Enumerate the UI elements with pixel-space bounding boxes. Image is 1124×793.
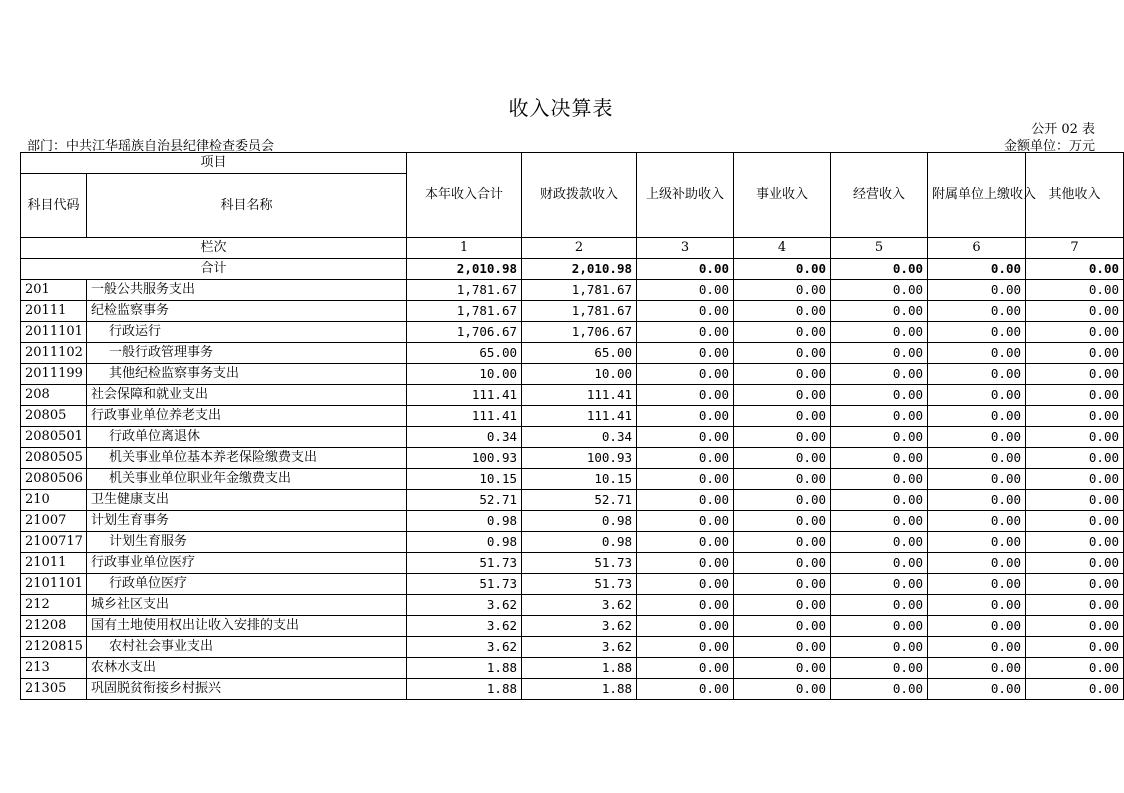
row-name: 农林水支出 [87, 658, 407, 679]
row-value: 51.73 [522, 553, 637, 574]
row-value: 0.00 [637, 574, 734, 595]
row-value: 65.00 [522, 343, 637, 364]
row-value: 10.00 [407, 364, 522, 385]
total-value: 0.00 [734, 259, 831, 280]
row-value: 0.00 [637, 595, 734, 616]
row-value: 0.00 [637, 490, 734, 511]
row-value: 0.00 [928, 406, 1026, 427]
column-number: 7 [1026, 238, 1124, 259]
table-row [21, 343, 1124, 364]
row-value: 52.71 [522, 490, 637, 511]
row-code: 21011 [21, 553, 87, 574]
row-value: 0.00 [734, 385, 831, 406]
row-value: 0.00 [831, 511, 928, 532]
row-code: 2100717 [21, 532, 87, 553]
row-value: 1,781.67 [522, 280, 637, 301]
row-value: 0.00 [637, 301, 734, 322]
row-code: 2080501 [21, 427, 87, 448]
income-table [20, 152, 1124, 700]
row-value: 51.73 [407, 574, 522, 595]
table-row [21, 679, 1124, 700]
total-row [21, 259, 1124, 280]
row-value: 1.88 [407, 679, 522, 700]
row-code: 21208 [21, 616, 87, 637]
row-value: 3.62 [522, 616, 637, 637]
row-value: 0.00 [1026, 364, 1124, 385]
row-value: 0.00 [637, 448, 734, 469]
row-value: 0.00 [637, 469, 734, 490]
row-value: 100.93 [407, 448, 522, 469]
row-code: 2011101 [21, 322, 87, 343]
header-lanci: 栏次 [21, 238, 407, 259]
row-value: 0.00 [928, 511, 1026, 532]
row-value: 0.00 [928, 343, 1026, 364]
column-number: 2 [522, 238, 637, 259]
row-code: 2080505 [21, 448, 87, 469]
header-col7: 其他收入 [1026, 153, 1124, 238]
row-value: 0.00 [1026, 595, 1124, 616]
column-number: 6 [928, 238, 1026, 259]
row-value: 111.41 [407, 406, 522, 427]
row-code: 2011102 [21, 343, 87, 364]
row-name: 行政单位离退休 [87, 427, 407, 448]
row-value: 0.00 [831, 679, 928, 700]
table-row [21, 280, 1124, 301]
row-value: 10.15 [522, 469, 637, 490]
total-value: 0.00 [1026, 259, 1124, 280]
row-code: 2120815 [21, 637, 87, 658]
row-code: 212 [21, 595, 87, 616]
row-value: 0.00 [637, 406, 734, 427]
table-row [21, 658, 1124, 679]
row-name: 计划生育服务 [87, 532, 407, 553]
row-value: 1,781.67 [407, 301, 522, 322]
header-col4: 事业收入 [734, 153, 831, 238]
row-code: 2080506 [21, 469, 87, 490]
row-value: 0.00 [637, 343, 734, 364]
row-value: 0.00 [831, 280, 928, 301]
row-value: 0.00 [928, 532, 1026, 553]
row-value: 0.00 [637, 385, 734, 406]
table-row [21, 364, 1124, 385]
row-value: 0.00 [928, 658, 1026, 679]
row-code: 2011199 [21, 364, 87, 385]
row-value: 0.00 [637, 637, 734, 658]
column-number: 5 [831, 238, 928, 259]
table-row [21, 532, 1124, 553]
row-value: 0.00 [928, 364, 1026, 385]
row-value: 0.00 [734, 616, 831, 637]
row-name: 农村社会事业支出 [87, 637, 407, 658]
row-value: 111.41 [522, 385, 637, 406]
row-value: 52.71 [407, 490, 522, 511]
row-value: 0.00 [1026, 280, 1124, 301]
row-value: 0.00 [831, 364, 928, 385]
total-label: 合计 [21, 259, 407, 280]
row-value: 111.41 [407, 385, 522, 406]
row-value: 10.00 [522, 364, 637, 385]
row-value: 0.00 [1026, 511, 1124, 532]
row-value: 3.62 [407, 616, 522, 637]
row-value: 0.00 [831, 406, 928, 427]
row-name: 机关事业单位职业年金缴费支出 [87, 469, 407, 490]
table-row [21, 427, 1124, 448]
table-row [21, 595, 1124, 616]
row-value: 0.00 [1026, 490, 1124, 511]
row-value: 0.00 [928, 448, 1026, 469]
row-value: 0.00 [637, 616, 734, 637]
row-value: 0.00 [637, 553, 734, 574]
column-number: 4 [734, 238, 831, 259]
row-value: 0.00 [1026, 553, 1124, 574]
row-value: 0.00 [928, 280, 1026, 301]
row-value: 0.00 [1026, 427, 1124, 448]
row-value: 0.00 [734, 301, 831, 322]
row-value: 3.62 [407, 637, 522, 658]
row-value: 0.00 [734, 427, 831, 448]
row-value: 0.00 [1026, 343, 1124, 364]
form-number: 公开 02 表 [1031, 122, 1095, 137]
department-label: 部门：中共江华瑶族自治县纪律检查委员会 [27, 139, 275, 154]
row-value: 0.00 [1026, 448, 1124, 469]
row-value: 0.00 [734, 490, 831, 511]
row-value: 0.00 [1026, 532, 1124, 553]
row-value: 0.00 [637, 280, 734, 301]
row-code: 208 [21, 385, 87, 406]
row-value: 51.73 [407, 553, 522, 574]
row-value: 0.00 [831, 490, 928, 511]
row-value: 0.00 [734, 553, 831, 574]
row-value: 0.00 [831, 595, 928, 616]
amount-unit-label: 金额单位：万元 [1003, 139, 1095, 154]
header-col5: 经营收入 [831, 153, 928, 238]
row-value: 0.98 [407, 511, 522, 532]
row-value: 0.00 [831, 427, 928, 448]
row-value: 1,781.67 [522, 301, 637, 322]
row-value: 0.00 [1026, 679, 1124, 700]
row-code: 21305 [21, 679, 87, 700]
header-col3: 上级补助收入 [637, 153, 734, 238]
row-name: 行政运行 [87, 322, 407, 343]
row-value: 0.00 [831, 448, 928, 469]
row-value: 0.00 [734, 406, 831, 427]
row-value: 1.88 [522, 658, 637, 679]
row-value: 0.00 [928, 322, 1026, 343]
column-number: 1 [407, 238, 522, 259]
row-value: 0.00 [928, 616, 1026, 637]
row-name: 纪检监察事务 [87, 301, 407, 322]
row-value: 0.00 [831, 469, 928, 490]
total-value: 0.00 [928, 259, 1026, 280]
table-row [21, 616, 1124, 637]
row-name: 社会保障和就业支出 [87, 385, 407, 406]
row-value: 0.00 [734, 637, 831, 658]
row-code: 21007 [21, 511, 87, 532]
row-name: 卫生健康支出 [87, 490, 407, 511]
row-value: 0.00 [637, 511, 734, 532]
header-col6: 附属单位上缴收入 [928, 153, 1026, 238]
table-row [21, 574, 1124, 595]
row-value: 3.62 [522, 637, 637, 658]
column-number: 3 [637, 238, 734, 259]
row-value: 1.88 [407, 658, 522, 679]
table-row [21, 406, 1124, 427]
table-row [21, 448, 1124, 469]
row-value: 0.00 [928, 574, 1026, 595]
header-code: 科目代码 [21, 174, 87, 238]
row-value: 0.98 [407, 532, 522, 553]
row-value: 0.00 [928, 553, 1026, 574]
header-col2: 财政拨款收入 [522, 153, 637, 238]
row-value: 0.00 [928, 427, 1026, 448]
row-value: 0.00 [831, 637, 928, 658]
header-col1: 本年收入合计 [407, 153, 522, 238]
row-value: 0.00 [1026, 658, 1124, 679]
row-code: 20805 [21, 406, 87, 427]
row-value: 0.00 [734, 532, 831, 553]
row-code: 213 [21, 658, 87, 679]
header-name: 科目名称 [87, 174, 407, 238]
row-value: 0.00 [831, 385, 928, 406]
table-row [21, 469, 1124, 490]
row-value: 0.00 [637, 322, 734, 343]
row-value: 111.41 [522, 406, 637, 427]
row-value: 10.15 [407, 469, 522, 490]
row-name: 机关事业单位基本养老保险缴费支出 [87, 448, 407, 469]
total-value: 2,010.98 [522, 259, 637, 280]
row-value: 0.00 [831, 322, 928, 343]
row-value: 0.00 [1026, 301, 1124, 322]
row-value: 100.93 [522, 448, 637, 469]
row-value: 0.00 [734, 322, 831, 343]
row-value: 0.00 [637, 532, 734, 553]
row-value: 0.00 [928, 595, 1026, 616]
row-code: 210 [21, 490, 87, 511]
row-code: 20111 [21, 301, 87, 322]
row-value: 65.00 [407, 343, 522, 364]
row-name: 计划生育事务 [87, 511, 407, 532]
row-value: 3.62 [522, 595, 637, 616]
row-value: 0.00 [928, 385, 1026, 406]
row-value: 0.00 [1026, 637, 1124, 658]
row-value: 0.00 [831, 616, 928, 637]
row-value: 0.00 [734, 448, 831, 469]
row-value: 0.00 [637, 427, 734, 448]
table-row [21, 637, 1124, 658]
row-value: 51.73 [522, 574, 637, 595]
row-value: 0.00 [734, 658, 831, 679]
row-value: 0.00 [831, 574, 928, 595]
table-row [21, 490, 1124, 511]
row-name: 行政单位医疗 [87, 574, 407, 595]
table-row [21, 511, 1124, 532]
row-value: 0.00 [831, 301, 928, 322]
row-value: 0.00 [637, 679, 734, 700]
row-value: 0.00 [1026, 406, 1124, 427]
row-name: 国有土地使用权出让收入安排的支出 [87, 616, 407, 637]
row-value: 0.00 [1026, 469, 1124, 490]
total-value: 0.00 [831, 259, 928, 280]
row-value: 0.00 [734, 364, 831, 385]
row-value: 1,706.67 [407, 322, 522, 343]
row-code: 2101101 [21, 574, 87, 595]
row-value: 0.00 [928, 301, 1026, 322]
row-value: 0.00 [734, 595, 831, 616]
row-name: 行政事业单位养老支出 [87, 406, 407, 427]
row-value: 0.00 [734, 469, 831, 490]
row-value: 0.34 [407, 427, 522, 448]
row-value: 0.00 [734, 679, 831, 700]
row-name: 城乡社区支出 [87, 595, 407, 616]
row-name: 行政事业单位医疗 [87, 553, 407, 574]
row-value: 0.00 [1026, 322, 1124, 343]
row-value: 3.62 [407, 595, 522, 616]
row-value: 1,706.67 [522, 322, 637, 343]
row-value: 0.00 [831, 343, 928, 364]
row-value: 0.00 [1026, 385, 1124, 406]
row-name: 一般公共服务支出 [87, 280, 407, 301]
row-value: 0.00 [734, 574, 831, 595]
row-value: 1.88 [522, 679, 637, 700]
total-value: 2,010.98 [407, 259, 522, 280]
row-code: 201 [21, 280, 87, 301]
row-value: 0.00 [928, 490, 1026, 511]
row-value: 1,781.67 [407, 280, 522, 301]
row-value: 0.00 [637, 658, 734, 679]
row-value: 0.34 [522, 427, 637, 448]
row-value: 0.00 [831, 532, 928, 553]
row-value: 0.98 [522, 511, 637, 532]
row-name: 巩固脱贫衔接乡村振兴 [87, 679, 407, 700]
row-value: 0.00 [637, 364, 734, 385]
row-value: 0.00 [831, 658, 928, 679]
row-name: 其他纪检监察事务支出 [87, 364, 407, 385]
total-value: 0.00 [637, 259, 734, 280]
table-row [21, 322, 1124, 343]
row-value: 0.00 [1026, 616, 1124, 637]
row-value: 0.00 [734, 343, 831, 364]
row-value: 0.00 [734, 280, 831, 301]
row-value: 0.00 [831, 553, 928, 574]
row-value: 0.00 [1026, 574, 1124, 595]
row-value: 0.00 [928, 637, 1026, 658]
table-row [21, 385, 1124, 406]
table-row [21, 301, 1124, 322]
row-value: 0.98 [522, 532, 637, 553]
row-value: 0.00 [734, 511, 831, 532]
row-name: 一般行政管理事务 [87, 343, 407, 364]
row-value: 0.00 [928, 679, 1026, 700]
table-row [21, 553, 1124, 574]
header-item: 项目 [21, 153, 407, 174]
page-title: 收入决算表 [508, 96, 614, 120]
row-value: 0.00 [928, 469, 1026, 490]
